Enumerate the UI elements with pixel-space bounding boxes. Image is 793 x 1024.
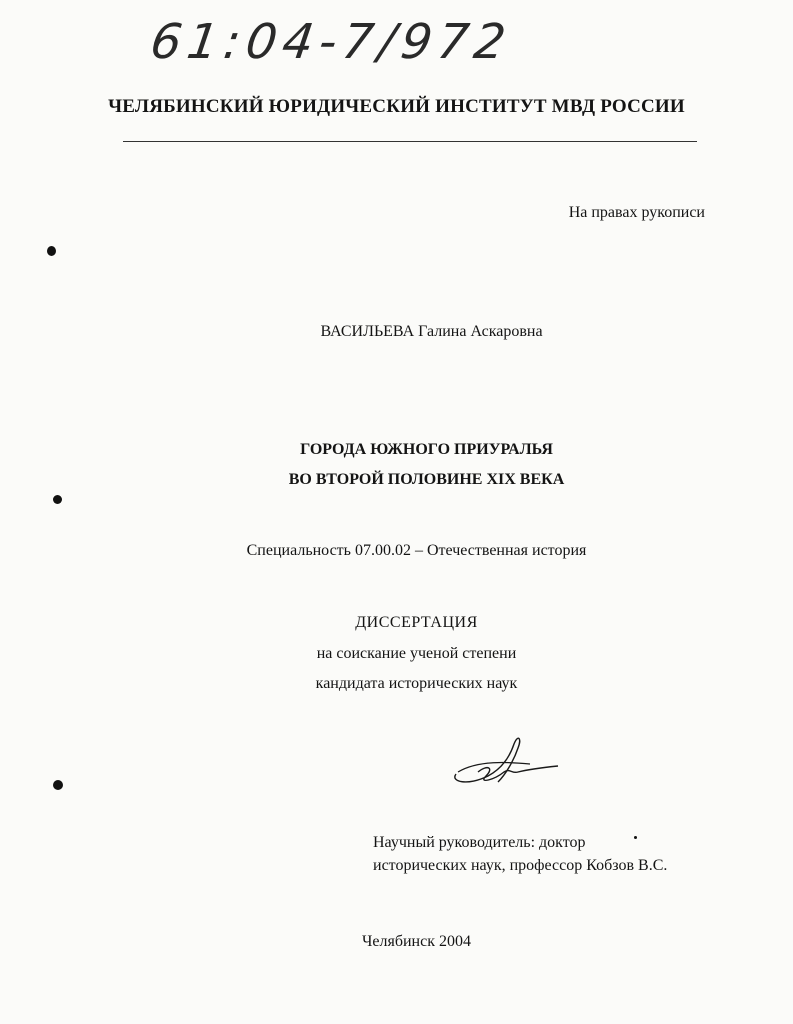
signature	[448, 730, 568, 790]
punch-hole-mark	[47, 246, 56, 256]
header-divider	[123, 141, 697, 142]
supervisor-line1: Научный руководитель: доктор	[373, 834, 586, 851]
punch-hole-mark	[53, 780, 63, 790]
degree-line2: кандидата исторических наук	[315, 675, 518, 692]
manuscript-note: На правах рукописи	[568, 204, 705, 221]
document-type: ДИССЕРТАЦИЯ	[355, 614, 478, 631]
specialty: Специальность 07.00.02 – Отечественная история	[246, 542, 587, 559]
thesis-title-line1: ГОРОДА ЮЖНОГО ПРИУРАЛЬЯ	[300, 441, 553, 458]
thesis-title-line2: ВО ВТОРОЙ ПОЛОВИНЕ XIX ВЕКА	[288, 471, 565, 488]
city-year: Челябинск 2004	[362, 933, 471, 950]
punch-hole-mark	[53, 495, 62, 504]
degree-line1: на соискание ученой степени	[316, 645, 517, 662]
author-name: ВАСИЛЬЕВА Галина Аскаровна	[320, 323, 543, 340]
supervisor-line2: исторических наук, профессор Кобзов В.С.	[373, 857, 668, 874]
speck-mark	[634, 836, 637, 839]
handwritten-archive-code: 61:04-7/972	[147, 14, 515, 70]
institute-name: ЧЕЛЯБИНСКИЙ ЮРИДИЧЕСКИЙ ИНСТИТУТ МВД РОССИИ	[108, 96, 685, 117]
